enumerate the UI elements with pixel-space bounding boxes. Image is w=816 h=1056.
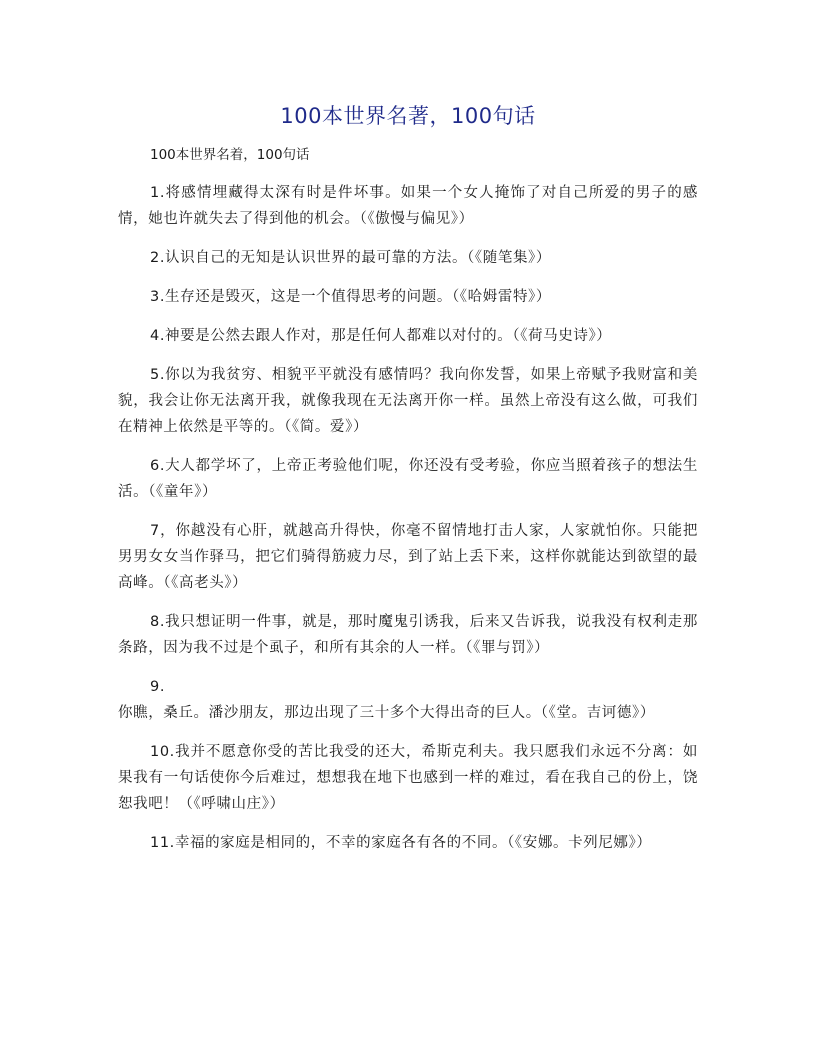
quote-paragraph xyxy=(118,180,698,232)
quote-number: 3. xyxy=(150,289,166,305)
quote-number: 11. xyxy=(150,835,175,851)
quote-text: 你以为我贫穷、相貌平平就没有感情吗？我向你发誓，如果上帝赋予我财富和美貌，我会让你无法离开我，就像我现在无法离开你一样。虽然上帝没有这么做，可我们在精神上依然是平等的。（《简。爱》） xyxy=(118,367,698,435)
quote-number: 4. xyxy=(150,328,166,344)
quote-paragraph xyxy=(118,739,698,817)
quote-text: 我并不愿意你受的苦比我受的还大，希斯克利夫。我只愿我们永远不分离：如果我有一句话使你今后难过，想想我在地下也感到一样的难过，看在我自己的份上，饶恕我吧！（《呼啸山庄》） xyxy=(118,744,698,812)
quote-text: 大人都学坏了，上帝正考验他们呢，你还没有受考验，你应当照着孩子的想法生活。（《童年》） xyxy=(118,458,698,500)
quote-text: 认识自己的无知是认识世界的最可靠的方法。（《随笔集》） xyxy=(165,250,551,266)
quote-text: 生存还是毁灭，这是一个值得思考的问题。（《哈姆雷特》） xyxy=(165,289,551,305)
quote-number: 9. xyxy=(150,679,166,695)
quote-paragraph xyxy=(118,609,698,661)
quote-paragraph xyxy=(118,362,698,440)
quote-text: 你瞧，桑丘。潘沙朋友，那边出现了三十多个大得出奇的巨人。（《堂。吉诃德》） xyxy=(118,705,655,721)
quote-paragraph xyxy=(118,674,698,726)
quote-text: 我只想证明一件事，就是，那时魔鬼引诱我，后来又告诉我，说我没有权利走那条路，因为我不过是个虱子，和所有其余的人一样。（《罪与罚》） xyxy=(118,614,698,656)
quote-text: 幸福的家庭是相同的，不幸的家庭各有各的不同。（《安娜。卡列尼娜》） xyxy=(174,835,652,851)
quote-paragraph xyxy=(118,323,698,349)
quote-paragraph xyxy=(118,830,698,856)
quote-number: 2. xyxy=(150,250,166,266)
quote-number: 1. xyxy=(150,185,166,201)
quote-text: 神要是公然去跟人作对，那是任何人都难以对付的。（《荷马史诗》） xyxy=(165,328,612,344)
quote-text: 将感情埋藏得太深有时是件坏事。如果一个女人掩饰了对自己所爱的男子的感情，她也许就失去了得到他的机会。（《傲慢与偏见》） xyxy=(118,185,698,227)
document-title: 100本世界名著，100句话 xyxy=(280,104,536,128)
document-body xyxy=(118,142,698,869)
quote-number: 7， xyxy=(150,523,176,539)
quote-paragraph xyxy=(118,245,698,271)
document-subtitle: 100本世界名着，100句话 xyxy=(150,147,310,163)
quote-number: 5. xyxy=(150,367,166,383)
quote-number: 8. xyxy=(150,614,166,630)
quote-number: 6. xyxy=(150,458,166,474)
quote-paragraph xyxy=(118,284,698,310)
quote-paragraph xyxy=(118,453,698,505)
quote-number: 10. xyxy=(150,744,175,760)
quote-paragraph xyxy=(118,518,698,596)
quote-text: 你越没有心肝，就越高升得快，你毫不留情地打击人家，人家就怕你。只能把男男女女当作驿马，把它们骑得筋疲力尽，到了站上丢下来，这样你就能达到欲望的最高峰。（《高老头》） xyxy=(118,523,698,591)
